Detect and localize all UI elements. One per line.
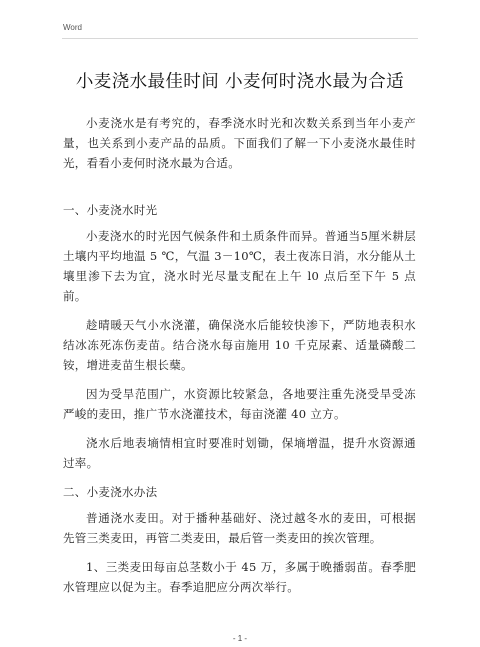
intro-paragraph: 小麦浇水是有考究的，春季浇水时光和次数关系到当年小麦产量，也关系到小麦产品的品质。下面我们了解一下小麦浇水最佳时光，看看小麦何时浇水最为合适。 xyxy=(63,116,416,170)
timing-paragraph-3: 因为受旱范围广，水资源比较紧急，各地要注重先浇受旱受冻严峻的麦田，推广节水浇灌技术，每亩浇灌 40 立方。 xyxy=(63,387,416,421)
section-heading-timing: 一、小麦浇水时光 xyxy=(63,203,158,217)
document-title: 小麦浇水最佳时间 小麦何时浇水最为合适 xyxy=(75,72,405,92)
document-body xyxy=(63,113,416,597)
timing-paragraph-2: 趁晴暖天气小水浇灌，确保浇水后能较快渗下，严防地表积水结冰冻死冻伤麦苗。结合浇水每亩施用 10 千克尿素、适量磷酸二铵，增进麦苗生根长蘖。 xyxy=(63,318,416,372)
app-label: Word xyxy=(63,23,82,32)
section-heading-methods: 二、小麦浇水办法 xyxy=(63,485,158,499)
methods-paragraph-1: 普通浇水麦田。对于播种基础好、浇过越冬水的麦田，可根据先管三类麦田，再管二类麦田，最后管一类麦田的挨次管理。 xyxy=(63,511,416,545)
page-number: - 1 - xyxy=(232,634,248,643)
timing-paragraph-4: 浇水后地表墒情相宜时要准时划锄，保墒增温，提升水资源通过率。 xyxy=(63,436,416,470)
timing-paragraph-1: 小麦浇水的时光因气候条件和土质条件而异。普通当5厘米耕层土壤内平均地温 5 ℃，气温 3－10℃，表土夜冻日消，水分能从土壤里渗下去为宜，浇水时光尽量支配在上午 l0 点后至下午 5 点前。 xyxy=(63,229,416,303)
methods-paragraph-2: 1、三类麦田每亩总茎数小于 45 万，多属于晚播弱苗。春季肥水管理应以促为主。春季追肥应分两次举行。 xyxy=(63,560,416,594)
header-divider xyxy=(62,38,418,39)
